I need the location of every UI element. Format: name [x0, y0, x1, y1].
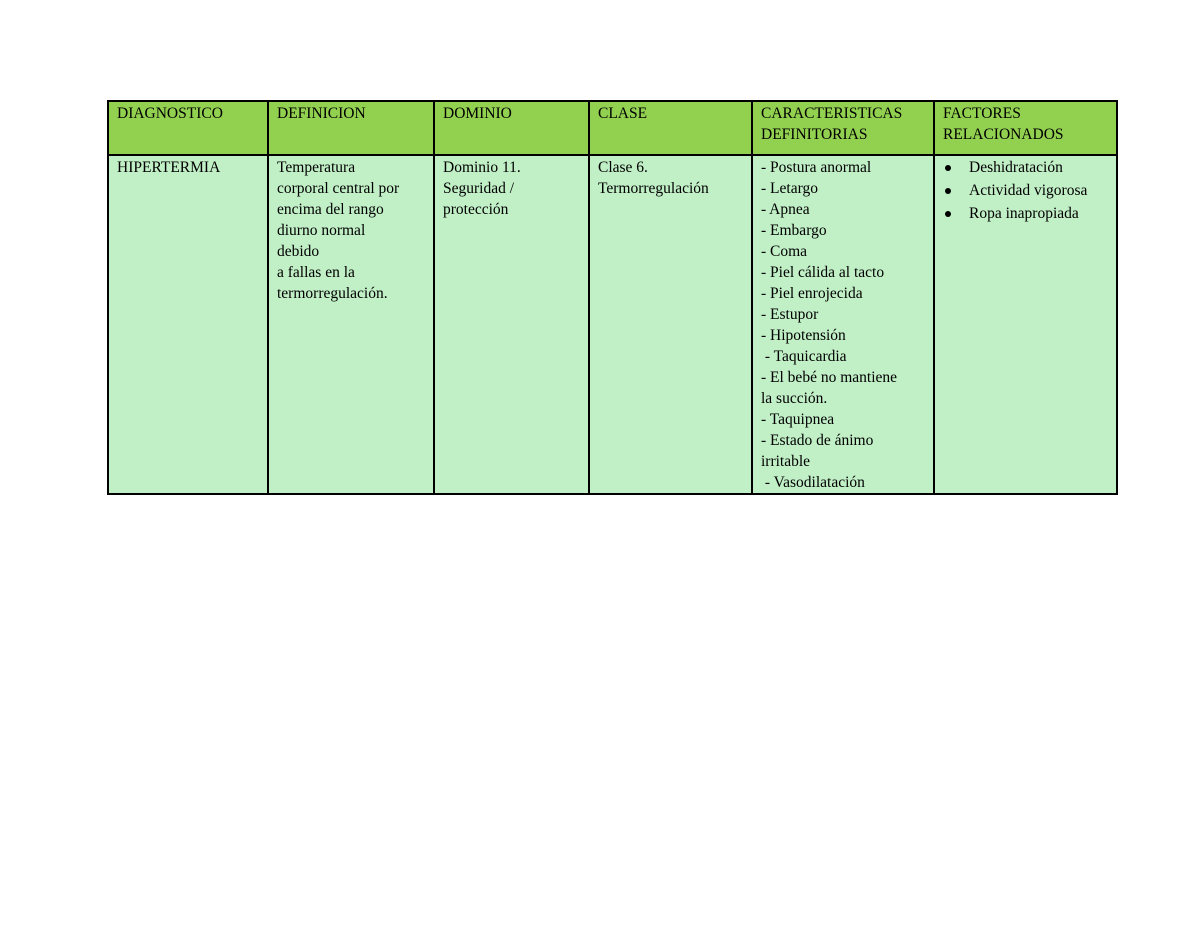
nanda-diagnosis-table [107, 100, 1118, 495]
table-header-row [108, 101, 1117, 155]
dominio-line: Seguridad / [443, 180, 515, 197]
caracteristica-item: - Apnea [761, 201, 810, 218]
definicion-line: debido [277, 243, 320, 260]
caracteristica-item: la succión. [761, 390, 828, 407]
header-clase: CLASE [589, 101, 752, 155]
bullet-icon [945, 188, 951, 194]
caracteristica-item: - Piel cálida al tacto [761, 264, 885, 281]
header-caracteristicas-line: DEFINITORIAS [761, 126, 868, 143]
dominio-line: protección [443, 201, 509, 218]
definicion-line: termorregulación. [277, 285, 388, 302]
caracteristica-item: - Hipotensión [761, 327, 846, 344]
header-factores [934, 101, 1117, 155]
caracteristica-item: - Postura anormal [761, 159, 872, 176]
factores-list [943, 157, 1108, 225]
caracteristica-item: - Embargo [761, 222, 827, 239]
list-item [943, 203, 1108, 225]
factor-label: Actividad vigorosa [969, 182, 1088, 199]
definicion-line: Temperatura [277, 159, 356, 176]
cell-caracteristicas [752, 155, 934, 494]
caracteristica-item: - Piel enrojecida [761, 285, 863, 302]
definicion-line: diurno normal [277, 222, 366, 239]
list-item [943, 157, 1108, 179]
cell-factores [934, 155, 1117, 494]
caracteristica-item: - Coma [761, 243, 808, 260]
caracteristica-item: irritable [761, 453, 811, 470]
cell-dominio [434, 155, 589, 494]
bullet-icon [945, 211, 951, 217]
cell-clase [589, 155, 752, 494]
definicion-line: a fallas en la [277, 264, 355, 281]
dominio-line: Dominio 11. [443, 159, 521, 176]
clase-line: Termorregulación [598, 180, 709, 197]
definicion-line: encima del rango [277, 201, 384, 218]
clase-line: Clase 6. [598, 159, 648, 176]
cell-diagnostico: HIPERTERMIA [108, 155, 268, 494]
header-caracteristicas [752, 101, 934, 155]
factor-label: Deshidratación [969, 159, 1063, 176]
caracteristica-item: - Taquicardia [761, 348, 847, 365]
caracteristica-item: - El bebé no mantiene [761, 369, 898, 386]
header-factores-line: FACTORES [943, 105, 1021, 122]
bullet-icon [945, 165, 951, 171]
header-diagnostico: DIAGNOSTICO [108, 101, 268, 155]
factor-label: Ropa inapropiada [969, 205, 1079, 222]
cell-definicion [268, 155, 434, 494]
caracteristica-item: - Estupor [761, 306, 819, 323]
caracteristica-item: - Vasodilatación [761, 474, 865, 491]
table-row [108, 155, 1117, 494]
header-definicion: DEFINICION [268, 101, 434, 155]
header-caracteristicas-line: CARACTERISTICAS [761, 105, 903, 122]
list-item [943, 180, 1108, 202]
caracteristica-item: - Taquipnea [761, 411, 835, 428]
caracteristica-item: - Letargo [761, 180, 818, 197]
definicion-line: corporal central por [277, 180, 400, 197]
header-factores-line: RELACIONADOS [943, 126, 1064, 143]
caracteristica-item: - Estado de ánimo [761, 432, 874, 449]
header-dominio: DOMINIO [434, 101, 589, 155]
